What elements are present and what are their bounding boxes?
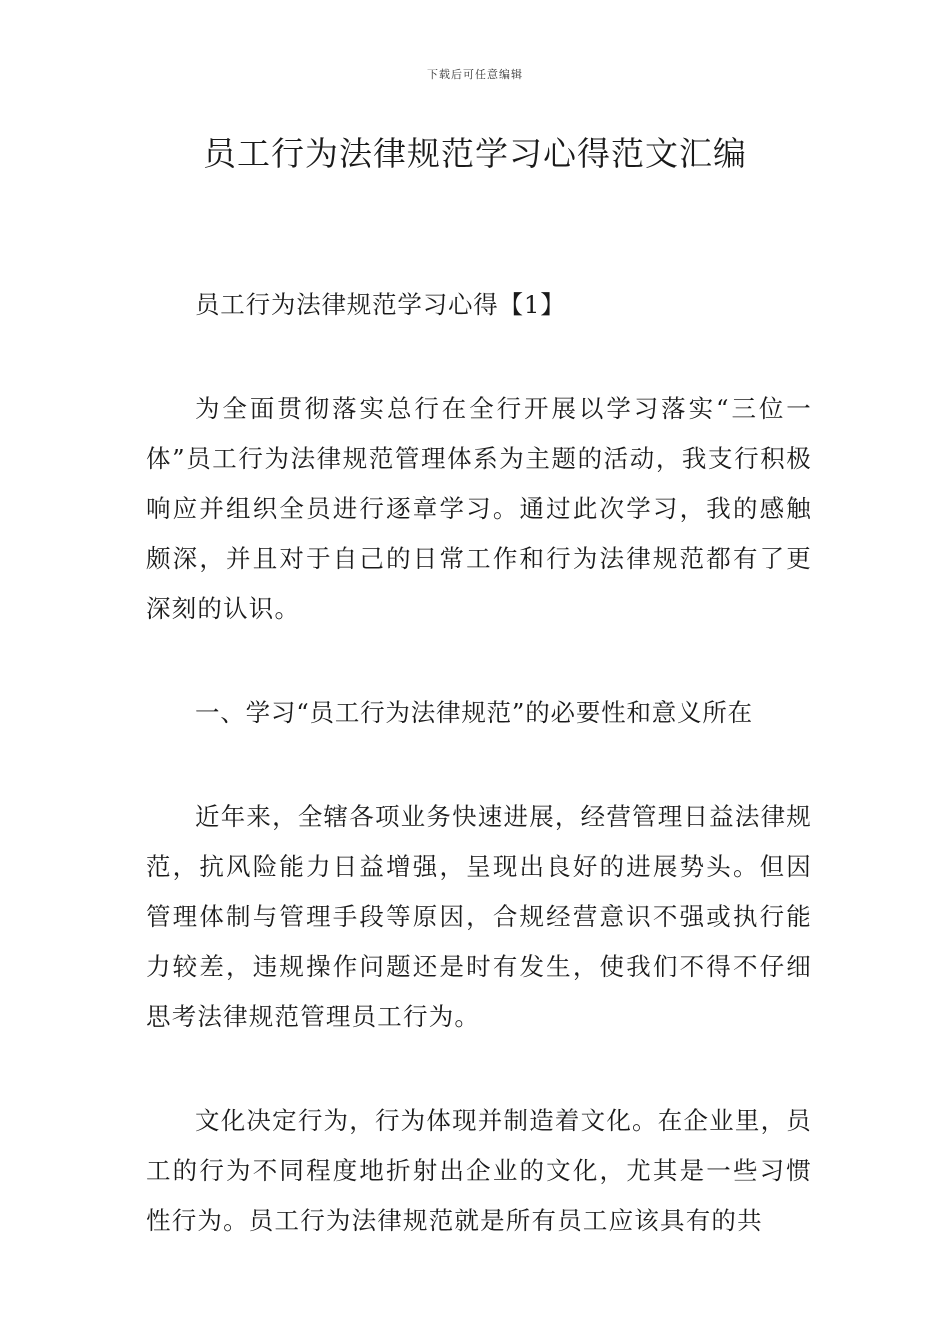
subsection-heading: 一、学习“员工行为法律规范”的必要性和意义所在 [195, 698, 753, 727]
section-heading: 员工行为法律规范学习心得【1】 [195, 290, 566, 319]
header-note: 下载后可任意编辑 [427, 68, 523, 81]
document-body [146, 280, 812, 1300]
paragraph-culture: 文化决定行为，行为体现并制造着文化。在企业里，员工的行为不同程度地折射出企业的文化，尤其是一些习惯性行为。员工行为法律规范就是所有员工应该具有的共 [146, 1106, 812, 1235]
paragraph-background: 近年来，全辖各项业务快速进展，经营管理日益法律规范，抗风险能力日益增强，呈现出良好的进展势头。但因管理体制与管理手段等原因，合规经营意识不强或执行能力较差，违规操作问题还是时有发生，使我们不得不仔细思考法律规范管理员工行为。 [146, 802, 812, 1031]
document-title: 员工行为法律规范学习心得范文汇编 [203, 134, 747, 173]
paragraph-intro: 为全面贯彻落实总行在全行开展以学习落实“三位一体”员工行为法律规范管理体系为主题的活动，我支行积极响应并组织全员进行逐章学习。通过此次学习，我的感触颇深，并且对于自己的日常工作和行为法律规范都有了更深刻的认识。 [146, 394, 812, 623]
